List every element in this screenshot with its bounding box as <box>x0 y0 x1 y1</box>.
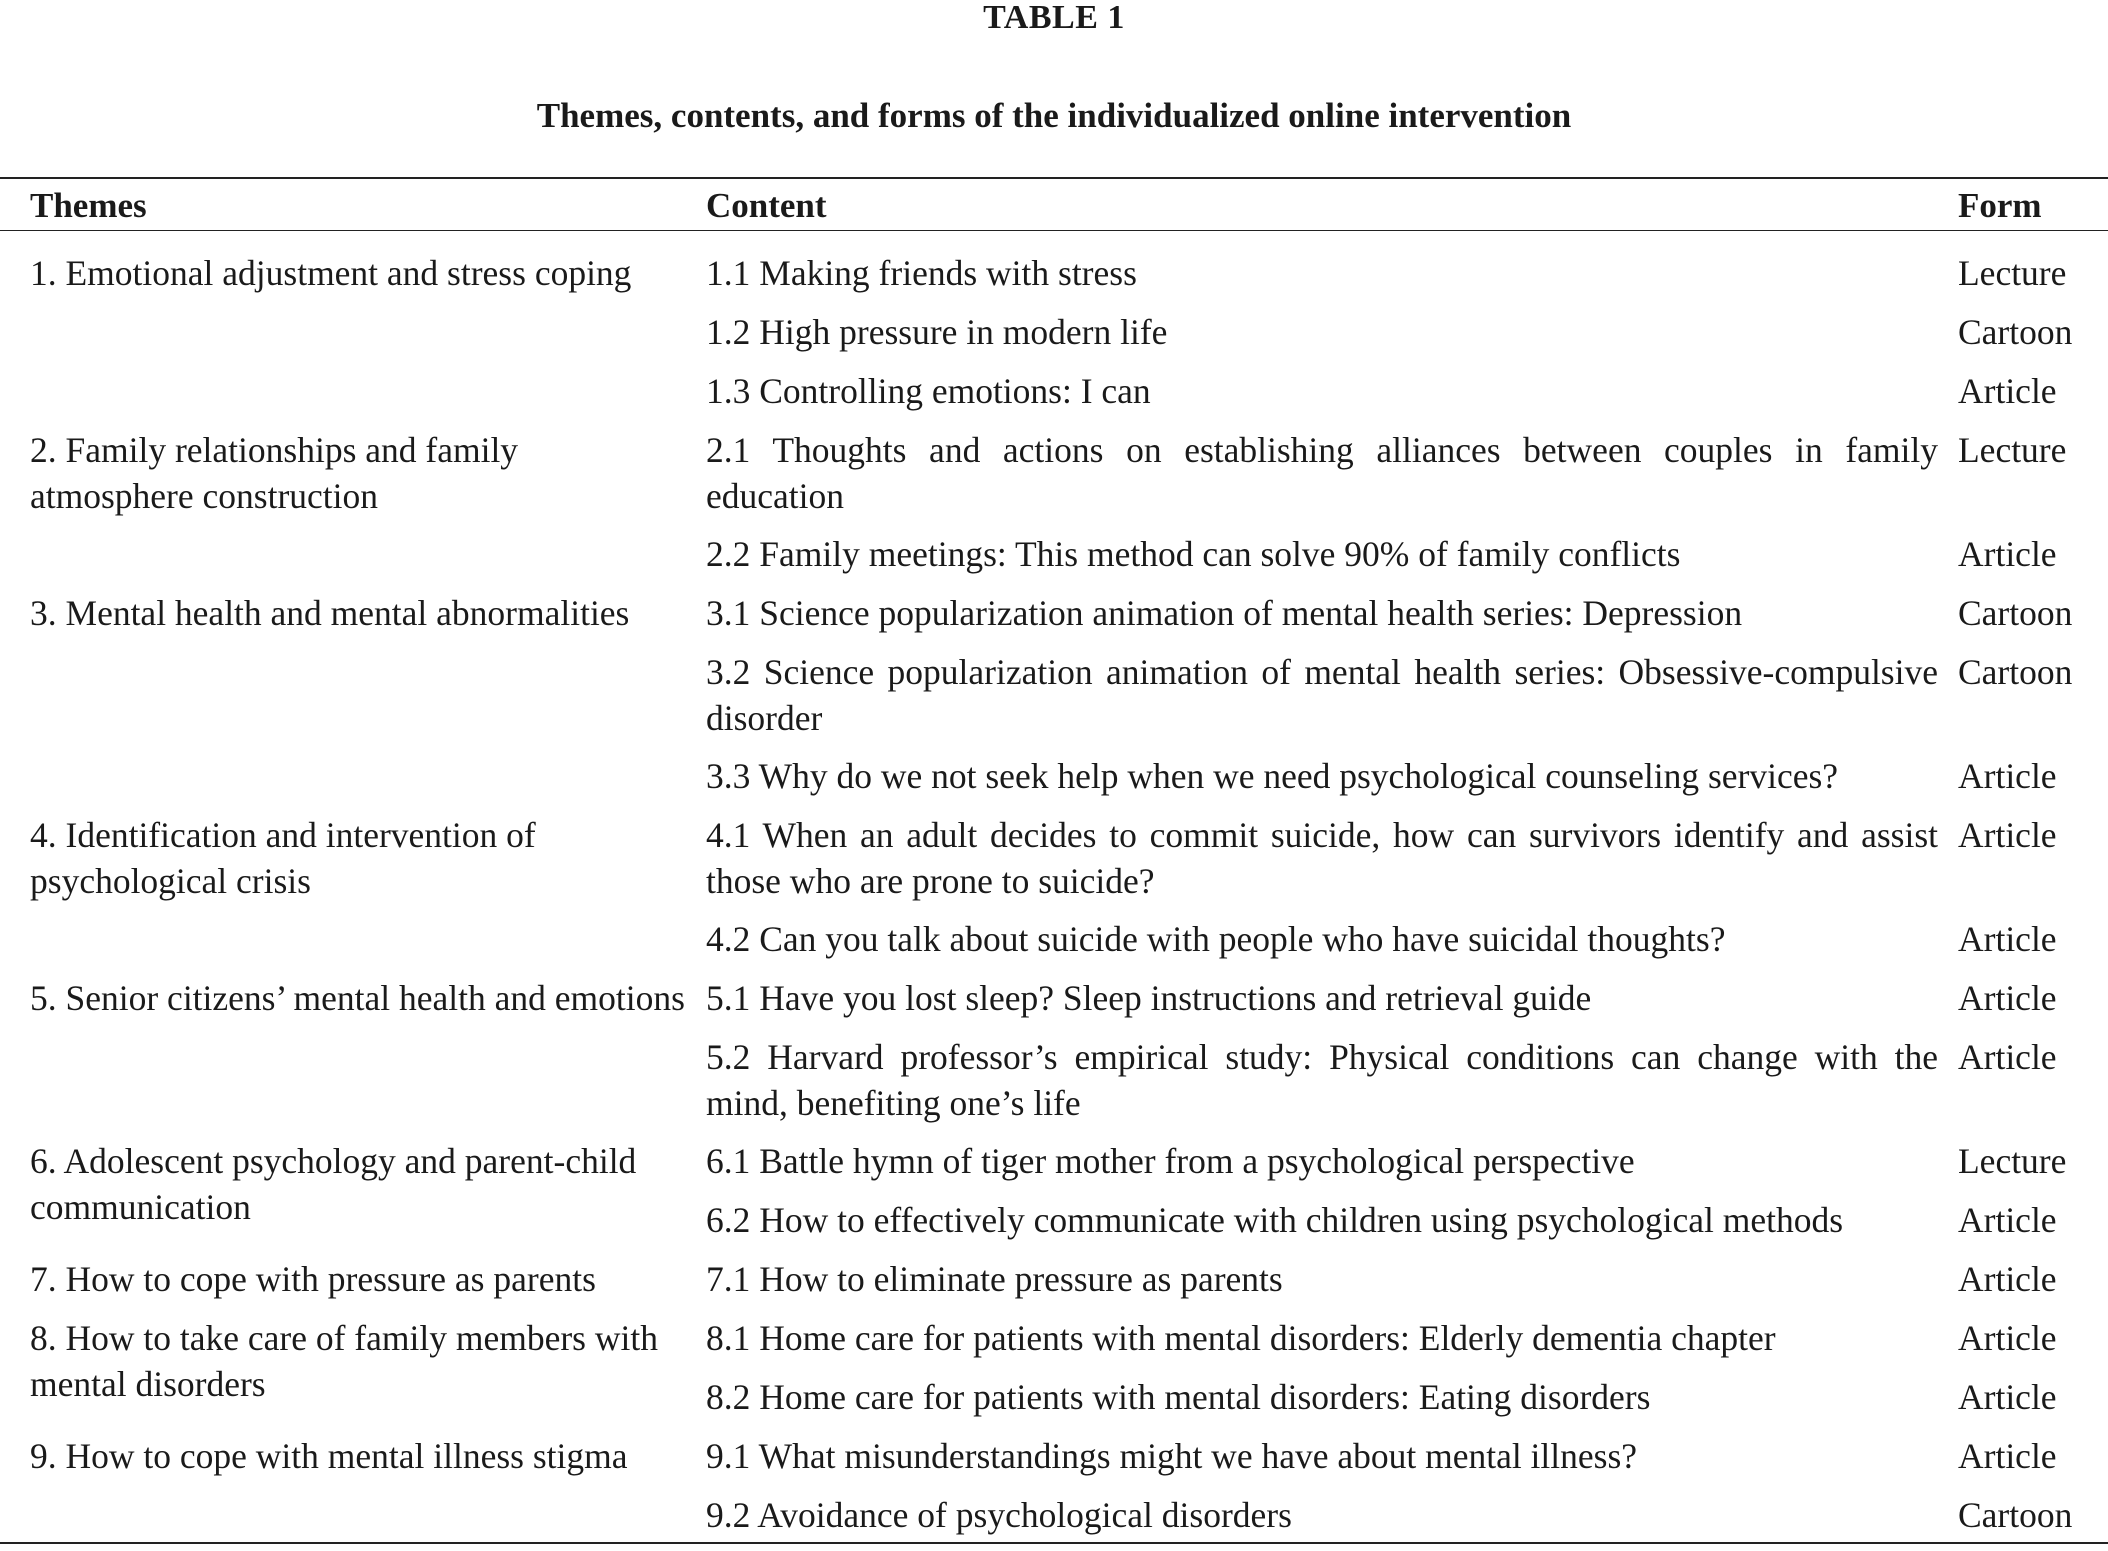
form-cell: Article <box>1958 978 2057 1018</box>
form-cell: Article <box>1958 1259 2057 1299</box>
form-cell: Article <box>1958 371 2057 411</box>
theme-cell: 2. Family relationships and family atmosphere construction <box>30 430 519 516</box>
table-title: Themes, contents, and forms of the individualized online intervention <box>536 96 1572 135</box>
table-row <box>0 649 2108 753</box>
content-cell: 8.1 Home care for patients with mental disorders: Elderly dementia chapter <box>706 1318 1776 1358</box>
content-cell: 1.2 High pressure in modern life <box>706 312 1168 352</box>
table-row <box>0 975 2108 1034</box>
content-cell: 4.2 Can you talk about suicide with people who have suicidal thoughts? <box>706 919 1726 959</box>
form-cell: Cartoon <box>1958 312 2073 352</box>
theme-cell: 8. How to take care of family members with mental disorders <box>30 1318 658 1404</box>
form-cell: Lecture <box>1958 253 2067 293</box>
column-header-form: Form <box>1958 186 2042 225</box>
table-body <box>0 250 2108 1551</box>
content-cell: 9.1 What misunderstandings might we have about mental illness? <box>706 1436 1638 1476</box>
theme-cell: 4. Identification and intervention of psychological crisis <box>30 815 536 901</box>
form-cell: Article <box>1958 1037 2057 1077</box>
column-header-themes: Themes <box>30 186 147 225</box>
table-row <box>0 1256 2108 1315</box>
table-row <box>0 812 2108 916</box>
theme-cell: 1. Emotional adjustment and stress coping <box>30 253 632 293</box>
content-cell: 5.2 Harvard professor’s empirical study: Physical conditions can change with the mind, benefiting one’s life <box>706 1037 1938 1123</box>
content-cell: 1.1 Making friends with stress <box>706 253 1137 293</box>
table-row <box>0 1034 2108 1138</box>
table-row <box>0 916 2108 975</box>
table-row <box>0 309 2108 368</box>
header-rule <box>0 230 2108 231</box>
table-top-rule <box>0 177 2108 179</box>
content-cell: 9.2 Avoidance of psychological disorders <box>706 1495 1292 1535</box>
table-row <box>0 1374 2108 1433</box>
content-cell: 6.1 Battle hymn of tiger mother from a psychological perspective <box>706 1141 1635 1181</box>
table-bottom-rule <box>0 1542 2108 1544</box>
table-row <box>0 368 2108 427</box>
table-label: TABLE 1 <box>983 0 1125 36</box>
form-cell: Article <box>1958 1200 2057 1240</box>
content-cell: 6.2 How to effectively communicate with children using psychological methods <box>706 1200 1844 1240</box>
content-cell: 1.3 Controlling emotions: I can <box>706 371 1151 411</box>
table-row <box>0 531 2108 590</box>
theme-cell: 5. Senior citizens’ mental health and emotions <box>30 978 685 1018</box>
content-cell: 3.2 Science popularization animation of mental health series: Obsessive-compulsive disorder <box>706 652 1938 738</box>
theme-cell: 3. Mental health and mental abnormalities <box>30 593 630 633</box>
theme-cell: 6. Adolescent psychology and parent-child communication <box>30 1141 637 1227</box>
content-cell: 8.2 Home care for patients with mental disorders: Eating disorders <box>706 1377 1651 1417</box>
form-cell: Article <box>1958 919 2057 959</box>
content-cell: 3.3 Why do we not seek help when we need psychological counseling services? <box>706 756 1839 796</box>
form-cell: Article <box>1958 534 2057 574</box>
table-row <box>0 1433 2108 1492</box>
table-row <box>0 1197 2108 1256</box>
form-cell: Lecture <box>1958 430 2067 470</box>
form-cell: Article <box>1958 815 2057 855</box>
form-cell: Cartoon <box>1958 593 2073 633</box>
form-cell: Article <box>1958 756 2057 796</box>
form-cell: Article <box>1958 1436 2057 1476</box>
table-row <box>0 753 2108 812</box>
form-cell: Article <box>1958 1318 2057 1358</box>
table-row <box>0 427 2108 531</box>
theme-cell: 7. How to cope with pressure as parents <box>30 1259 596 1299</box>
content-cell: 4.1 When an adult decides to commit suicide, how can survivors identify and assist those who are prone to suicide? <box>706 815 1938 901</box>
form-cell: Cartoon <box>1958 652 2073 692</box>
content-cell: 7.1 How to eliminate pressure as parents <box>706 1259 1283 1299</box>
form-cell: Cartoon <box>1958 1495 2073 1535</box>
form-cell: Article <box>1958 1377 2057 1417</box>
table-row <box>0 590 2108 649</box>
content-cell: 2.2 Family meetings: This method can solve 90% of family conflicts <box>706 534 1681 574</box>
content-cell: 3.1 Science popularization animation of mental health series: Depression <box>706 593 1743 633</box>
content-cell: 5.1 Have you lost sleep? Sleep instructions and retrieval guide <box>706 978 1592 1018</box>
column-header-content: Content <box>706 186 827 225</box>
table-row <box>0 250 2108 309</box>
content-cell: 2.1 Thoughts and actions on establishing alliances between couples in family education <box>706 430 1938 516</box>
theme-cell: 9. How to cope with mental illness stigma <box>30 1436 628 1476</box>
form-cell: Lecture <box>1958 1141 2067 1181</box>
